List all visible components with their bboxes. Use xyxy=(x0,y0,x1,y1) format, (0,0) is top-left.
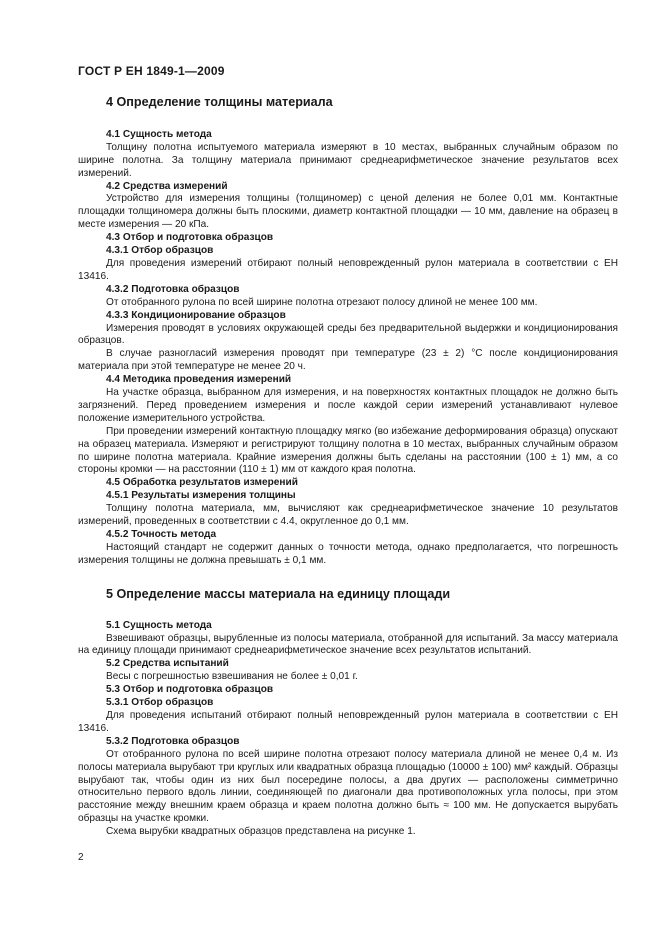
clause-5-3-1-title: 5.3.1 Отбор образцов xyxy=(106,697,214,709)
clause-4-2-title: 4.2 Средства измерений xyxy=(106,180,228,192)
clause-5-3-title: 5.3 Отбор и подготовка образцов xyxy=(106,684,274,696)
section-4-title: 4 Определение толщины материала xyxy=(106,95,333,109)
clause-4-5-title: 4.5 Обработка результатов измерений xyxy=(106,477,298,489)
clause-5-3-2-text: От отобранного рулона по всей ширине полотна отрезают полосу материала длиной не менее 0,4 м. Из полосы материала вырубают три круглых или квадратных образца площадью (10000 ± 100) мм² каждый. Образцы вырубают так, чтобы один из них был посередине полосы, а два других — расположены симметрично относительно первого вдоль линии, соединяющей по диагонали два противоположных угла полосы, при этом расстояние между внешним краем образца и краем полотна должно быть ≈ 100 мм. Не допускается вырубать образцы на участке кромки. xyxy=(78,748,618,825)
clause-4-2-text: Устройство для измерения толщины (толщиномер) с ценой деления не более 0,01 мм. Контактные площадки толщиномера должны быть плоскими, диаметр контактной площадки — 10 мм, давление на образец в месте измерения — 20 кПа. xyxy=(78,193,618,231)
clause-4-4-text-1: На участке образца, выбранном для измерения, и на поверхностях контактных площадок не должно быть загрязнений. Перед проведением измерения и после каждой серии измерений устанавливают нулевое положение измерительного устройства. xyxy=(78,387,618,424)
clause-4-3-3-title: 4.3.3 Кондиционирование образцов xyxy=(106,309,286,321)
clause-5-1-title: 5.1 Сущность метода xyxy=(106,619,212,631)
page-number: 2 xyxy=(78,852,84,863)
clause-4-3-title: 4.3 Отбор и подготовка образцов xyxy=(106,232,274,244)
clause-5-3-2-text-2: Схема вырубки квадратных образцов представлена на рисунке 1. xyxy=(106,826,416,838)
clause-5-3-1-text: Для проведения испытаний отбирают полный неповрежденный рулон материала в соответствии с ЕН 13416. xyxy=(78,709,618,734)
clause-5-2-text: Весы с погрешностью взвешивания не более ± 0,01 г. xyxy=(106,671,358,683)
clause-4-3-1-title: 4.3.1 Отбор образцов xyxy=(106,245,214,257)
document-header: ГОСТ Р ЕН 1849-1—2009 xyxy=(78,64,225,78)
page-content xyxy=(78,92,618,839)
clause-5-2-title: 5.2 Средства испытаний xyxy=(106,658,229,670)
clause-4-5-1-title: 4.5.1 Результаты измерения толщины xyxy=(106,490,296,502)
clause-4-1-title: 4.1 Сущность метода xyxy=(106,128,212,140)
clause-4-5-2-text: Настоящий стандарт не содержит данных о точности метода, однако предполагается, что погрешность измерения толщины не должна превышать ± 0,1 мм. xyxy=(78,541,618,566)
clause-4-1-text: Толщину полотна испытуемого материала измеряют в 10 местах, выбранных случайным образом по ширине полотна. За толщину материала принимают среднеарифметическое значение результатов всех измерений. xyxy=(78,141,618,179)
clause-4-3-3-text-1: Измерения проводят в условиях окружающей среды без предварительной выдержки и кондиционирования образцов. xyxy=(78,322,618,347)
clause-5-3-2-title: 5.3.2 Подготовка образцов xyxy=(106,735,240,747)
clause-4-3-1-text: Для проведения измерений отбирают полный неповрежденный рулон материала в соответствии с ЕН 13416. xyxy=(78,257,618,282)
clause-4-5-1-text: Толщину полотна материала, мм, вычисляют как среднеарифметическое значение 10 результатов измерений, проведенных в соответствии с 4.4, округленное до 0,1 мм. xyxy=(78,503,618,528)
clause-4-3-2-text: От отобранного рулона по всей ширине полотна отрезают полосу длиной не менее 100 мм. xyxy=(106,296,538,308)
clause-4-3-2-title: 4.3.2 Подготовка образцов xyxy=(106,283,240,295)
clause-4-4-title: 4.4 Методика проведения измерений xyxy=(106,374,292,386)
clause-5-1-text: Взвешивают образцы, вырубленные из полосы материала, отобранной для испытаний. За массу материала на единицу площади принимают среднеарифметическое значение всех результатов испытаний. xyxy=(78,632,618,657)
clause-4-3-3-text-2: В случае разногласий измерения проводят при температуре (23 ± 2) °С после кондиционирования материала при этой температуре не менее 20 ч. xyxy=(78,348,618,373)
clause-4-4-text-2: При проведении измерений контактную площадку мягко (во избежание деформирования образца) опускают на образец материала. Измеряют и регистрируют толщину полотна в 10 местах, выбранных случайным образом по ширине полотна материала. Крайние измерения должны быть сделаны на расстоянии (100 ± 1) мм, а со стороны кромки — на расстоянии (110 ± 1) мм от каждого края полотна. xyxy=(78,425,618,476)
section-5-title: 5 Определение массы материала на единицу площади xyxy=(106,586,451,601)
clause-4-5-2-title: 4.5.2 Точность метода xyxy=(106,529,217,540)
